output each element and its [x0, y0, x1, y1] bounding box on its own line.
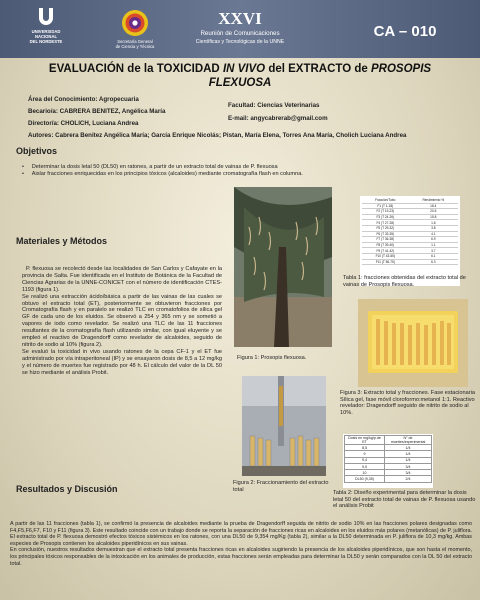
tabla1 [360, 196, 460, 286]
table-row: 10 3/4 [345, 470, 432, 476]
meta-becario: Becario/a: CABRERA BENITEZ, Angélica María [28, 108, 166, 115]
materiales-paragraph: Se evaluó la toxicidad in vivo usando ratones de la cepa CF-1 y el ET fue administrado por vía intraperitoneal (IP) y se ensayaron dosis de 8,5 a 12 mg/kg y el número de muertes fue registrado por 48 h. El cálculo del valor de la DL 50 se hizo mediante el análisis Probit. [22, 348, 222, 376]
table-row: F10 (T 43-55) 6.1 [362, 253, 458, 259]
tabla2-table [344, 435, 432, 483]
secretaria-logo-icon [120, 8, 150, 38]
event-line1: Reunión de Comunicaciones [200, 30, 280, 37]
objetivos-list [22, 164, 352, 178]
tabla1-header: Rendimiento % [409, 198, 458, 203]
figura2-photo [242, 376, 326, 476]
resultados-text [10, 521, 472, 567]
table-row: 9 1/4 [345, 451, 432, 457]
title-part1: EVALUACIÓN de la TOXICIDAD [48, 63, 223, 75]
table-row: 9,4 1/4 [345, 457, 432, 463]
table-row: F7 (T 36-38) 6.9 [362, 237, 458, 243]
tabla2-caption: Tabla 2: Diseño experimental para determinar la dosis letal 50 del extracto total de vainas de P. flexuosa usando el análisis Probit [333, 490, 476, 510]
objetivo-item: • Determinar la dosis letal 50 (DL50) en ratones, a partir de un extracto total de vainas de P. flexuosa [22, 164, 278, 170]
secretaria-logo [120, 8, 150, 38]
tabla1-caption: Tabla 1: fracciones obtenidas del extracto total de vainas de Prosopis flexuosa. [343, 275, 466, 288]
table-row: F1 (T 1-18) 18.4 [362, 203, 458, 209]
title-part4: PROSOPIS [370, 63, 432, 75]
poster-code: CA – 010 [373, 23, 437, 40]
materiales-paragraph: P. flexuosa se recolectó desde las localidades de San Carlos y Cafayate en la provincia de Salta. Fue identificada en el Instituto de Botánica de la Facultad de Ciencias Agrarias de la UNNE-CONICET con el número de identificación CTES-1193 (figura 1). [22, 266, 222, 293]
event-number: XXVI [218, 9, 262, 28]
table-row: F11 (T 56-75) 6.3 [362, 259, 458, 265]
tabla1-table [362, 198, 458, 265]
table-row: 8,5 1/4 [345, 445, 432, 451]
tabla2-header: N° de muertes/experimental [385, 436, 432, 445]
figura1-photo [234, 187, 332, 347]
table-row: 9,5 3/4 [345, 463, 432, 469]
title-part3: del EXTRACTO de [265, 63, 371, 75]
figura3-photo [358, 299, 468, 387]
table-row: F9 (T 41-42) 3.7 [362, 248, 458, 254]
table-row: F2 (T 19-23) 20.6 [362, 209, 458, 215]
resultados-paragraph: A partir de las 11 fracciones (tabla 1), se confirmó la presencia de alcaloides mediante la prueba de Dragendorff seguida de nitrito de sodio 10% en las fracciones polares designadas como F4,F5,F6,F7, F10 y F11 (figura 3). Este resultado coincide con un trabajo donde se reporta la separación de fracciones ricas en alcaloides en los eluidos más polares (metanólicas) de P. juliflora. El extracto total de P. flexuosa demostró efectos tóxicos sistémicos en los ratones, con una DL50 de 9,354 mg/Kg (tabla 2), similar a la DL50 determinada en P. juliflora de 10,3 mg/kg. Ambas especies de Prosopis contienen los alcaloides piperidínicos en sus vainas. [10, 521, 472, 547]
table-row: F6 (T 33-35) 4.1 [362, 231, 458, 237]
figura2-caption: Figura 2: Fraccionamiento del extracto total [233, 480, 329, 493]
table-row: F3 (T 24-26) 15.8 [362, 214, 458, 220]
tabla1-header: Fracción/Tubo [362, 198, 409, 203]
resultados-heading: Resultados y Discusión [16, 484, 118, 494]
meta-facultad: Facultad: Ciencias Veterinarias [228, 102, 320, 109]
unne-logo-icon [36, 6, 56, 28]
objetivo-item: • Aislar fracciones enriquecidas en los principios tóxicos (alcaloides) mediante cromatografía flash en columna. [22, 170, 303, 177]
materiales-text [22, 266, 222, 377]
event-line2: Científicas y Tecnológicas de la UNNE [195, 39, 285, 45]
materiales-paragraph: Se realizó una extracción ácido/básica a partir de las vainas de las cuales se obtuvo el extracto total (ET), posteriormente se obtuvieron fracciones por Cromatografía flash y en paralelo se realizó TLC en cromatofolios de sílica gel GF de cada uno de los eluidos. Se observó a 254 y 365 nm y se sometió a vapores de iodo como revelador. Se realizó una TLC de las 11 fracciones resultantes de la cromatografía flash utilizando similar, con igual eluyente y se empleó el reactivo de Dragendorff como revelador de alcaloides, seguido de nitrito de sodio al 10% (figura 2). [22, 293, 222, 348]
tabla2-header: Dosis en mg/kg/p.de ET [345, 436, 385, 445]
meta-area: Área del Conocimiento: Agropecuaria [28, 96, 139, 103]
tabla2 [343, 434, 433, 488]
poster-title [0, 63, 480, 75]
unne-logo [36, 6, 56, 28]
table-row: DL50 (9,35) 2/4 [345, 476, 432, 482]
tlc-plate-image [358, 299, 468, 387]
objetivos-heading: Objetivos [16, 146, 58, 156]
meta-director: Director/a: CHOLICH, Luciana Andrea [28, 120, 139, 127]
figura3-caption: Figura 3: Extracto total y fracciones. Fase estacionaria Sílica gel, fase móvil cloroformo:metanol 1:1. Reactivo revelador: Dragendorff seguido de nitrito de sodio al 10%. [340, 390, 475, 416]
university-name: UNIVERSIDAD NACIONAL DEL NORDESTE [29, 29, 63, 44]
materiales-heading: Materiales y Métodos [16, 236, 108, 246]
figura1-caption: Figura 1: Prosopis flexuosa. [237, 355, 307, 361]
flash-column-image [242, 376, 326, 476]
secretaria-name: Secretaría General de Ciencia y Técnica [115, 39, 155, 49]
prosopis-tree-image [234, 187, 332, 347]
title-part2: IN VIVO [222, 63, 266, 75]
table-row: F5 (T 29-32) 3.8 [362, 225, 458, 231]
meta-autores: Autores: Cabrera Benitez Angélica María; García Enrique Nicolás; Pistan, María Elena, Torres Ana María, Cholich Luciana Andrea [28, 132, 407, 139]
poster-title-line2: FLEXUOSA [208, 77, 272, 89]
resultados-paragraph: En conclusión, nuestros resultados demuestran que el extracto total presenta fracciones ricas en alcaloides sugiriendo la presencia de los alcaloides piperidínicos, que son hasta el momento, los principales tóxicos responsables de la intoxicación en los animales de producción, estas fracciones serán empleadas para determinar la DL50 y serán comparados con la DL 50 del extracto total. [10, 547, 472, 567]
table-row: F8 (T 39-40) 1.1 [362, 242, 458, 248]
meta-email: E-mail: angycabrerab@gmail.com [228, 115, 328, 122]
table-row: F4 (T 27-28) 1.6 [362, 220, 458, 226]
